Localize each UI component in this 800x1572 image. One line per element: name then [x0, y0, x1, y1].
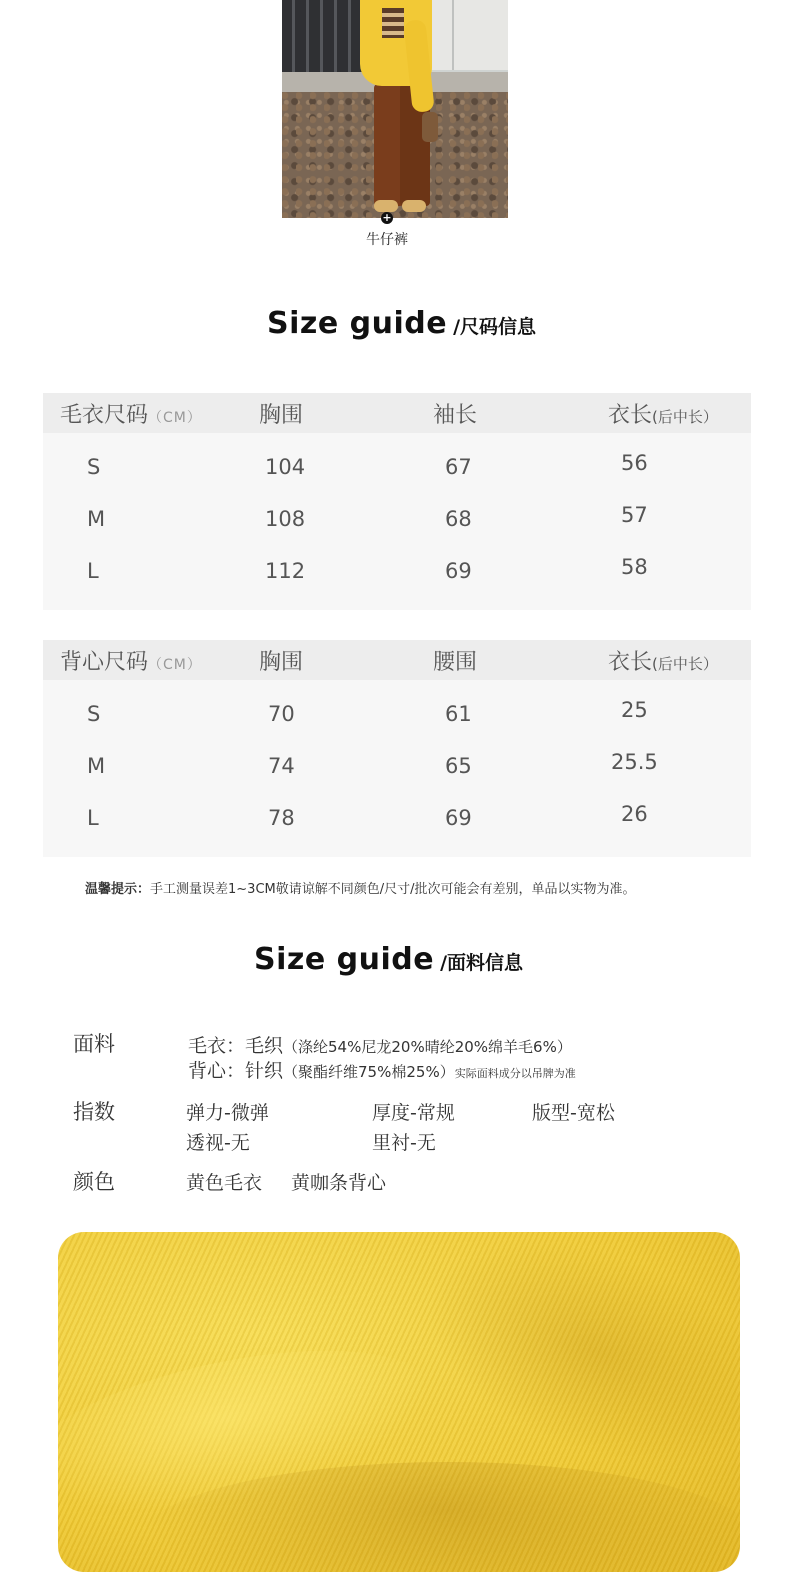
- size-guide-title-en: Size guide: [267, 306, 448, 341]
- table-cell-size: S: [87, 702, 101, 726]
- fabric-guide-title-cn: /面料信息: [440, 952, 524, 974]
- table-cell-waist: 61: [445, 702, 472, 726]
- vest-fabric-line: 背心：针织（聚酯纤维75%棉25%）实际面料成分以吊牌为准: [188, 1060, 576, 1082]
- table-cell-chest: 74: [268, 754, 295, 778]
- table-cell-sleeve: 67: [445, 455, 472, 479]
- header-size: 背心尺码（CM）: [60, 650, 202, 675]
- fabric-label: 面料: [73, 1032, 115, 1056]
- header-size: 毛衣尺码（CM）: [60, 403, 202, 428]
- table-cell-length: 57: [621, 503, 648, 527]
- photo-caption[interactable]: 牛仔裤: [366, 232, 408, 248]
- size-guide-heading: [267, 306, 536, 341]
- table-cell-chest: 104: [265, 455, 306, 479]
- table-cell-size: M: [87, 754, 106, 778]
- color-option-striped-vest: 黄咖条背心: [291, 1172, 387, 1194]
- add-hotspot-icon[interactable]: +: [382, 211, 392, 224]
- measurement-tip: [85, 878, 636, 897]
- fabric-guide-heading: [254, 942, 523, 977]
- table-cell-sleeve: 69: [445, 559, 472, 583]
- table-cell-chest: 108: [265, 507, 306, 531]
- photo-bag: [422, 112, 438, 142]
- header-chest: 胸围: [259, 403, 304, 428]
- color-option-yellow-sweater: 黄色毛衣: [186, 1172, 263, 1194]
- header-length: 衣长(后中长）: [608, 403, 718, 428]
- transparency-value: 透视-无: [186, 1132, 250, 1154]
- table-cell-size: L: [87, 806, 99, 830]
- table-cell-waist: 69: [445, 806, 472, 830]
- header-waist: 腰围: [433, 650, 478, 675]
- header-length: 衣长(后中长）: [608, 650, 718, 675]
- fit-value: 版型-宽松: [532, 1102, 615, 1124]
- table-cell-chest: 112: [265, 559, 306, 583]
- photo-shoe: [402, 200, 426, 212]
- fabric-guide-title-en: Size guide: [254, 942, 435, 977]
- table-cell-chest: 78: [268, 806, 295, 830]
- table-cell-length: 56: [621, 451, 648, 475]
- photo-gate: [282, 0, 362, 72]
- table-cell-length: 58: [621, 555, 648, 579]
- table-cell-chest: 70: [268, 702, 295, 726]
- table-cell-size: S: [87, 455, 101, 479]
- elasticity-value: 弹力-微弹: [186, 1102, 269, 1124]
- tip-text: 手工测量误差1~3CM敬请谅解不同颜色/尺寸/批次可能会有差别，单品以实物为准。: [150, 882, 636, 897]
- photo-striped-vest: [382, 8, 404, 38]
- index-label: 指数: [73, 1100, 115, 1124]
- sweater-fabric-line: 毛衣：毛织（涤纶54%尼龙20%晴纶20%绵羊毛6%）: [188, 1035, 572, 1057]
- fabric-swatch-image: [58, 1232, 740, 1572]
- product-photo: [282, 0, 508, 218]
- table-cell-length: 26: [621, 802, 648, 826]
- header-sleeve: 袖长: [433, 403, 478, 428]
- header-chest: 胸围: [259, 650, 304, 675]
- color-label: 颜色: [73, 1170, 115, 1194]
- tip-label: 温馨提示：: [85, 882, 151, 897]
- table-cell-size: M: [87, 507, 106, 531]
- size-guide-title-cn: /尺码信息: [453, 316, 537, 338]
- table-cell-length: 25: [621, 698, 648, 722]
- thickness-value: 厚度-常规: [372, 1102, 455, 1124]
- lining-value: 里衬-无: [372, 1132, 436, 1154]
- table-cell-length: 25.5: [611, 750, 658, 774]
- table-cell-waist: 65: [445, 754, 472, 778]
- table-cell-size: L: [87, 559, 99, 583]
- photo-door: [432, 0, 508, 70]
- table-cell-sleeve: 68: [445, 507, 472, 531]
